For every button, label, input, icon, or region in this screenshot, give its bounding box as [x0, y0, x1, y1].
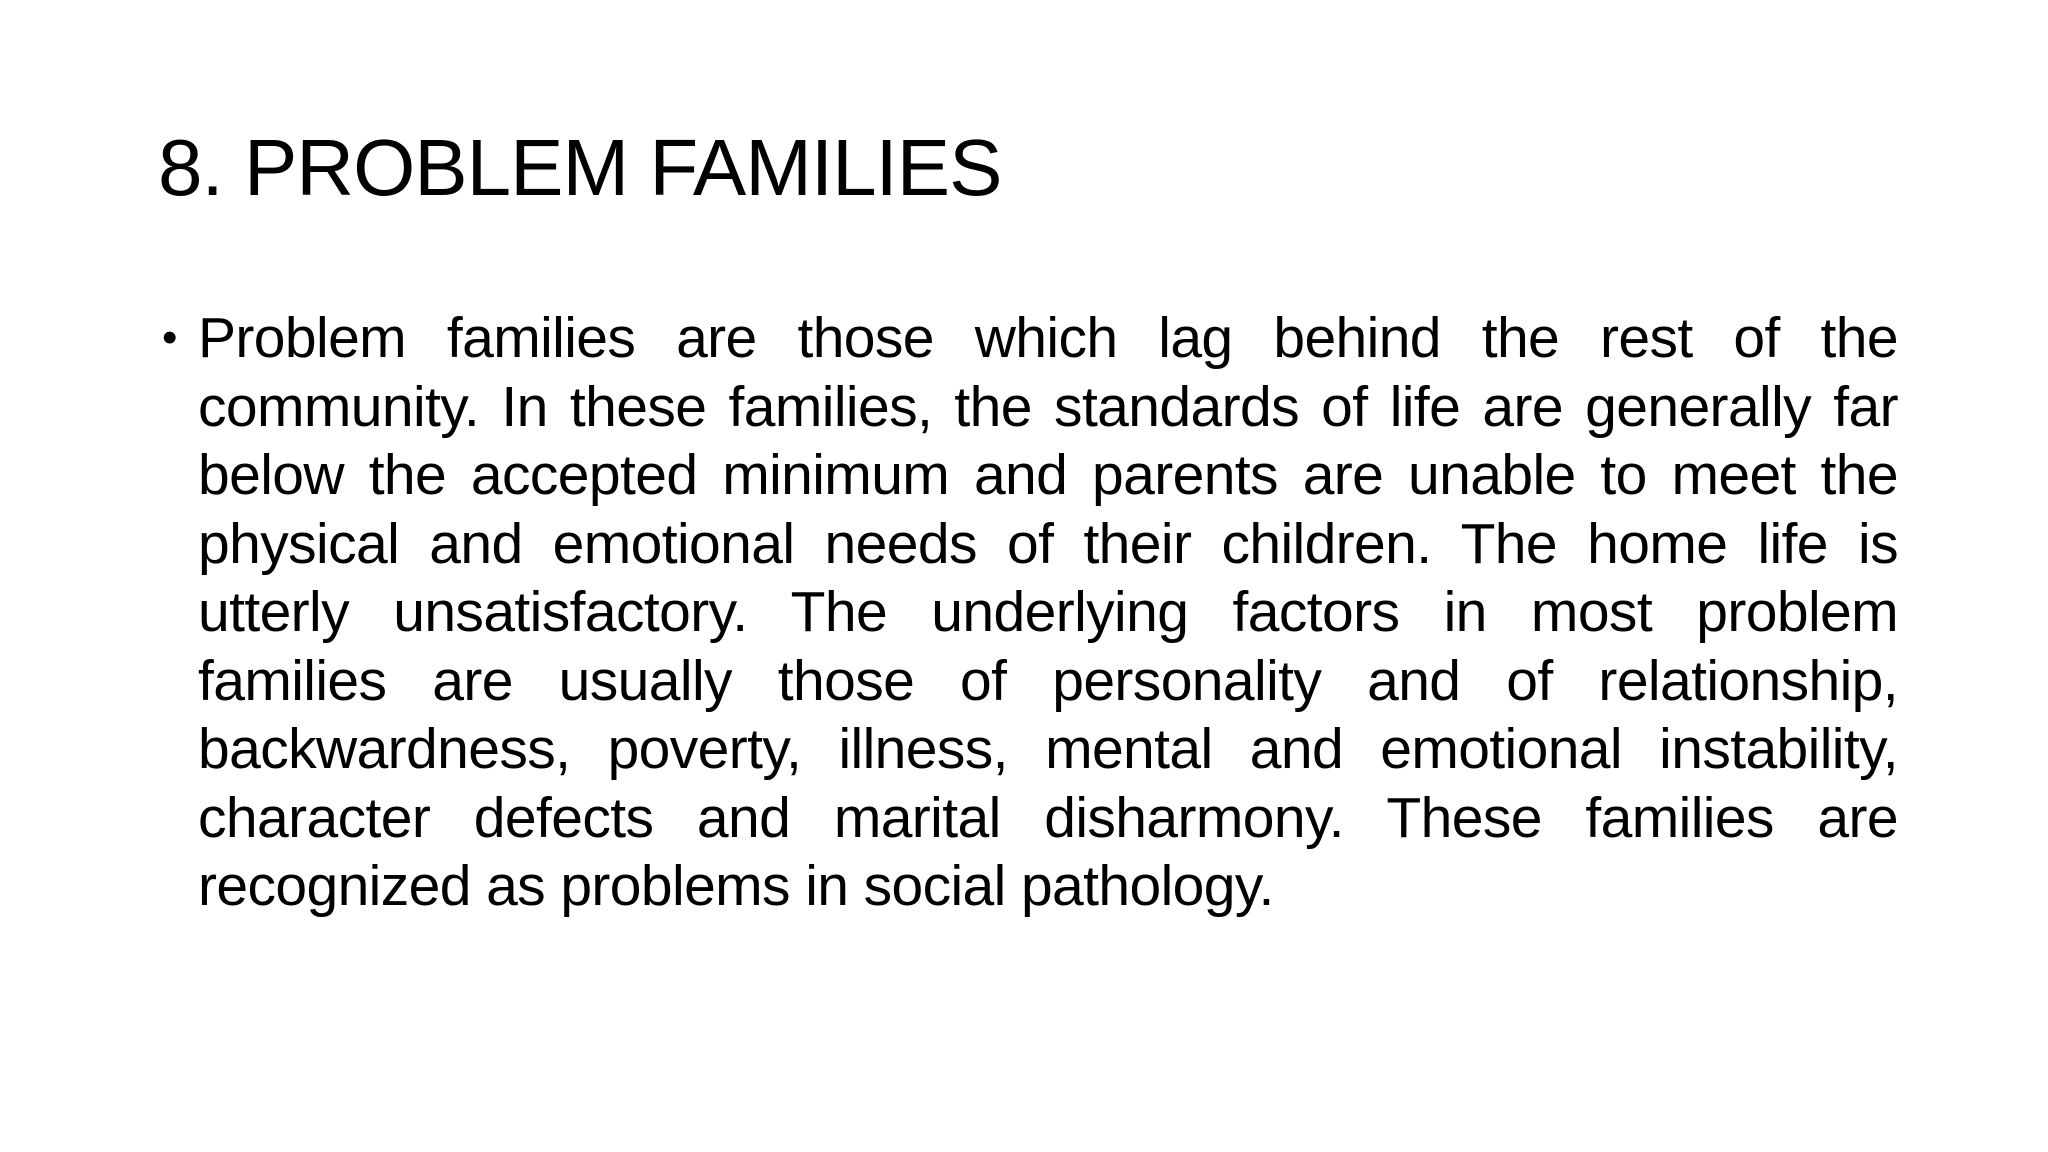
- bullet-item: [158, 304, 1898, 921]
- slide-title: 8. PROBLEM FAMILIES: [158, 123, 1002, 212]
- bullet-list: [158, 304, 1898, 921]
- bullet-marker: •: [162, 313, 177, 362]
- bullet-text: Problem families are those which lag behind the rest of the community. In these families, the standards of life are generally far below the accepted minimum and parents are unable to meet the physical and emotional needs of their children. The home life is utterly unsatisfactory. The underlying factors in most problem families are usually those of personality and of relationship, backwardness, poverty, illness, mental and emotional instability, character defects and marital disharmony. These families are recognized as problems in social pathology.: [198, 306, 1898, 918]
